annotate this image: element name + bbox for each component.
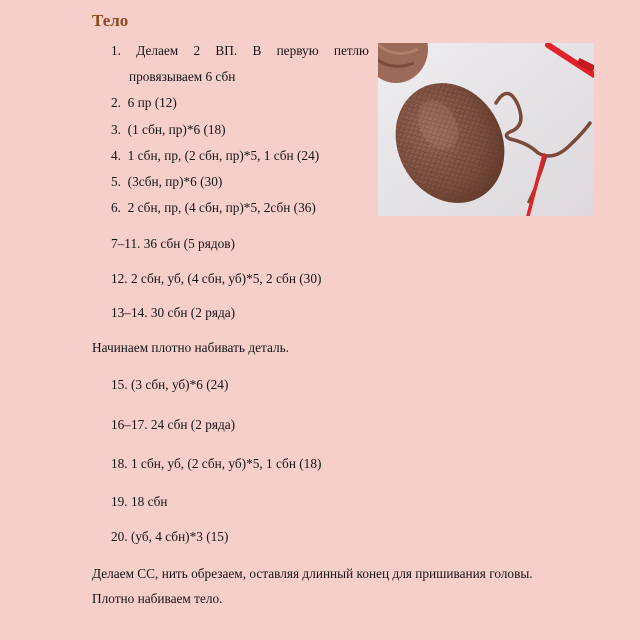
footer-line: Плотно набиваем тело. (92, 591, 223, 606)
step-number: 16–17. (111, 417, 148, 432)
step-text: (3 сбн, уб)*6 (24) (130, 377, 229, 392)
step-1-line-2: провязываем 6 сбн (129, 69, 236, 84)
step-text: (1 сбн, пр)*6 (18) (127, 122, 226, 137)
step-text: 1 сбн, уб, (2 сбн, уб)*5, 1 сбн (18) (130, 456, 322, 471)
step-number: 13–14. (111, 305, 148, 320)
step-text: (3сбн, пр)*6 (30) (127, 174, 223, 189)
section-title: Тело (92, 11, 129, 30)
step-1-word: Делаем (136, 43, 179, 58)
step-1-word: 2 (193, 43, 201, 58)
step-text: (уб, 4 сбн)*3 (15) (130, 529, 229, 544)
step-row (111, 304, 235, 322)
step-row (111, 147, 319, 165)
step-number: 12. (111, 271, 128, 286)
step-row (111, 94, 177, 112)
step-number: 19. (111, 494, 128, 509)
step-row (111, 376, 228, 394)
step-number: 6. (111, 200, 121, 215)
step-number: 5. (111, 174, 121, 189)
step-row (111, 416, 235, 434)
step-text: 2 сбн, уб, (4 сбн, уб)*5, 2 сбн (30) (130, 271, 322, 286)
step-1-word: ВП. (215, 43, 238, 58)
step-text: 18 сбн (130, 494, 168, 509)
step-number: 3. (111, 122, 121, 137)
step-number: 2. (111, 95, 121, 110)
step-row (111, 173, 222, 191)
footer-line: Делаем СС, нить обрезаем, оставляя длинный конец для пришивания головы. (92, 566, 533, 581)
step-text: 1 сбн, пр, (2 сбн, пр)*5, 1 сбн (24) (127, 148, 320, 163)
step-text: 2 сбн, пр, (4 сбн, пр)*5, 2сбн (36) (127, 200, 316, 215)
step-1-number: 1. (111, 43, 121, 58)
step-row (111, 270, 321, 288)
step-text: 24 сбн (2 ряда) (150, 417, 236, 432)
step-1-line-1 (111, 42, 369, 60)
crochet-body-illustration (378, 43, 594, 216)
step-text: 36 сбн (5 рядов) (143, 236, 235, 251)
step-1-word: первую (276, 43, 319, 58)
step-1-word: петлю (333, 43, 369, 58)
crochet-body-photo (378, 43, 594, 216)
step-text: 30 сбн (2 ряда) (150, 305, 236, 320)
step-row (111, 199, 316, 217)
step-row (111, 455, 321, 473)
step-row (111, 235, 235, 253)
step-number: 7–11. (111, 236, 141, 251)
step-row (111, 528, 228, 546)
step-1-word: В (252, 43, 262, 58)
stuffing-note: Начинаем плотно набивать деталь. (92, 340, 289, 355)
step-text: 6 пр (12) (127, 95, 177, 110)
step-number: 20. (111, 529, 128, 544)
step-number: 4. (111, 148, 121, 163)
step-row (111, 493, 168, 511)
step-number: 18. (111, 456, 128, 471)
step-number: 15. (111, 377, 128, 392)
step-row (111, 121, 226, 139)
